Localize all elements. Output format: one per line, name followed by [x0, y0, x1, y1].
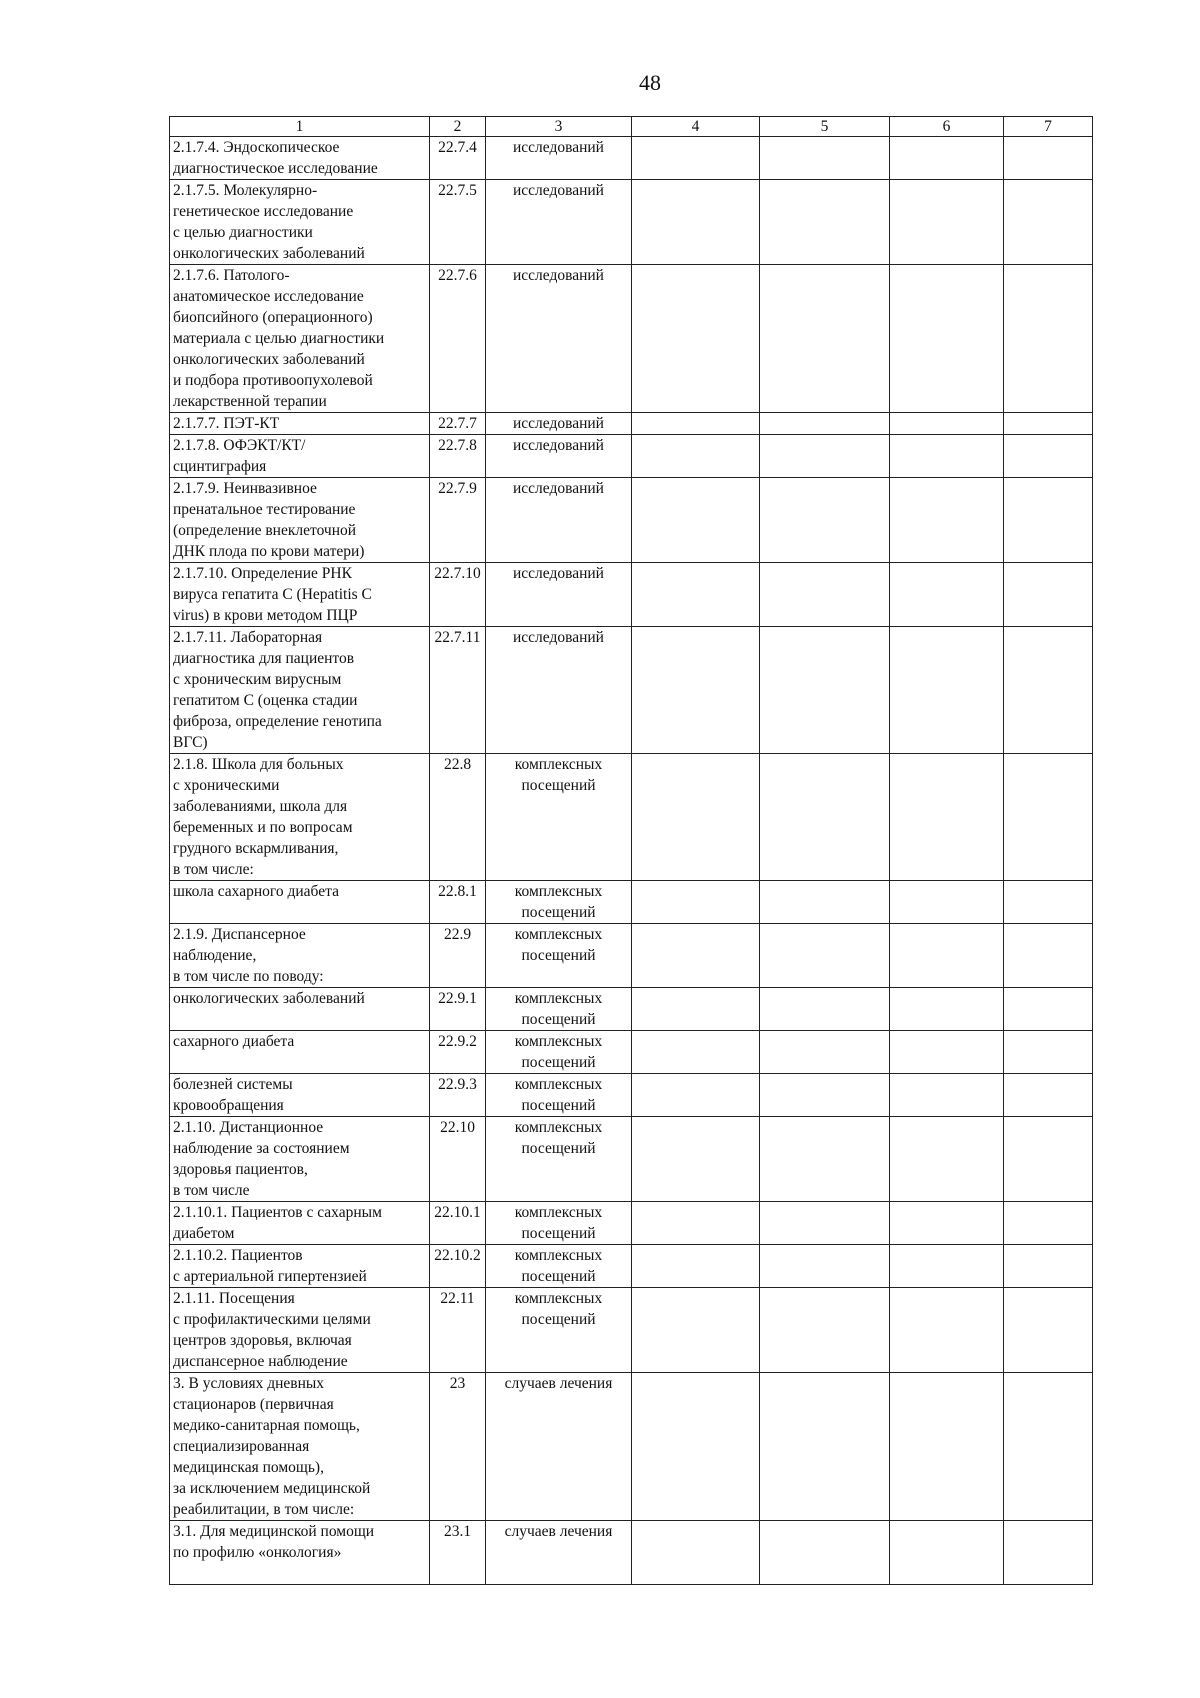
cell-col-6 [890, 265, 1004, 413]
table-row [170, 435, 1093, 478]
table-row [170, 627, 1093, 754]
cell-col-4 [632, 1031, 760, 1074]
cell-indicator-name: 2.1.10.2. Пациентов с артериальной гипертензией [170, 1245, 430, 1288]
cell-indicator-name: 2.1.7.6. Патолого- анатомическое исследование биопсийного (операционного) материала с целью диагностики онкологических заболеваний и подбора противоопухолевой лекарственной терапии [170, 265, 430, 413]
cell-col-7 [1004, 1245, 1093, 1288]
cell-col-4 [632, 180, 760, 265]
table-row [170, 1074, 1093, 1117]
table-row [170, 1031, 1093, 1074]
cell-col-4 [632, 478, 760, 563]
column-header: 4 [632, 117, 760, 137]
cell-col-4 [632, 435, 760, 478]
cell-col-5 [760, 627, 890, 754]
cell-unit: комплексных посещений [486, 1245, 632, 1288]
cell-col-5 [760, 435, 890, 478]
page-number: 48 [639, 70, 661, 95]
cell-col-5 [760, 988, 890, 1031]
table-row [170, 881, 1093, 924]
cell-col-4 [632, 881, 760, 924]
cell-col-6 [890, 413, 1004, 435]
cell-col-6 [890, 627, 1004, 754]
column-header: 7 [1004, 117, 1093, 137]
table-row [170, 988, 1093, 1031]
cell-indicator-name: 2.1.10. Дистанционное наблюдение за состоянием здоровья пациентов, в том числе [170, 1117, 430, 1202]
cell-unit: комплексных посещений [486, 1031, 632, 1074]
cell-col-6 [890, 1288, 1004, 1373]
cell-col-6 [890, 1074, 1004, 1117]
cell-unit: исследований [486, 627, 632, 754]
cell-indicator-name: 2.1.7.8. ОФЭКТ/КТ/ сцинтиграфия [170, 435, 430, 478]
cell-row-code: 22.7.8 [430, 435, 486, 478]
cell-col-7 [1004, 435, 1093, 478]
cell-indicator-name: 2.1.10.1. Пациентов с сахарным диабетом [170, 1202, 430, 1245]
column-header: 3 [486, 117, 632, 137]
cell-indicator-name: 2.1.7.7. ПЭТ-КТ [170, 413, 430, 435]
table-row [170, 1245, 1093, 1288]
cell-col-4 [632, 563, 760, 627]
cell-row-code: 22.9 [430, 924, 486, 988]
cell-row-code: 22.7.5 [430, 180, 486, 265]
table-row [170, 924, 1093, 988]
table-row [170, 563, 1093, 627]
cell-col-7 [1004, 1031, 1093, 1074]
cell-indicator-name: болезней системы кровообращения [170, 1074, 430, 1117]
cell-col-4 [632, 1074, 760, 1117]
cell-col-4 [632, 1202, 760, 1245]
cell-row-code: 22.10.1 [430, 1202, 486, 1245]
cell-row-code: 22.9.1 [430, 988, 486, 1031]
cell-col-6 [890, 754, 1004, 881]
table-header-row [170, 117, 1093, 137]
cell-row-code: 22.7.6 [430, 265, 486, 413]
cell-col-6 [890, 1373, 1004, 1521]
cell-row-code: 22.10 [430, 1117, 486, 1202]
table-row [170, 1117, 1093, 1202]
cell-row-code: 22.7.9 [430, 478, 486, 563]
cell-unit: комплексных посещений [486, 924, 632, 988]
cell-row-code: 22.10.2 [430, 1245, 486, 1288]
cell-col-6 [890, 478, 1004, 563]
cell-row-code: 22.7.10 [430, 563, 486, 627]
cell-col-7 [1004, 754, 1093, 881]
cell-col-6 [890, 1031, 1004, 1074]
table-row [170, 754, 1093, 881]
column-header: 6 [890, 117, 1004, 137]
cell-unit: исследований [486, 478, 632, 563]
data-table [169, 116, 1093, 1585]
cell-col-5 [760, 413, 890, 435]
cell-unit: случаев лечения [486, 1373, 632, 1521]
cell-col-7 [1004, 924, 1093, 988]
cell-col-7 [1004, 627, 1093, 754]
cell-unit: исследований [486, 265, 632, 413]
cell-indicator-name: сахарного диабета [170, 1031, 430, 1074]
cell-col-7 [1004, 413, 1093, 435]
cell-col-4 [632, 413, 760, 435]
cell-row-code: 22.7.7 [430, 413, 486, 435]
cell-row-code: 22.9.3 [430, 1074, 486, 1117]
cell-col-5 [760, 478, 890, 563]
cell-unit: комплексных посещений [486, 754, 632, 881]
cell-col-6 [890, 137, 1004, 180]
cell-unit: исследований [486, 180, 632, 265]
cell-col-6 [890, 988, 1004, 1031]
cell-col-7 [1004, 988, 1093, 1031]
cell-col-7 [1004, 478, 1093, 563]
cell-col-5 [760, 1288, 890, 1373]
cell-col-7 [1004, 137, 1093, 180]
cell-col-7 [1004, 1074, 1093, 1117]
cell-col-4 [632, 1373, 760, 1521]
cell-col-5 [760, 1245, 890, 1288]
cell-unit: случаев лечения [486, 1521, 632, 1585]
cell-col-5 [760, 924, 890, 988]
cell-col-7 [1004, 1521, 1093, 1585]
cell-indicator-name: 2.1.7.10. Определение РНК вируса гепатита С (Hepatitis C virus) в крови методом ПЦР [170, 563, 430, 627]
cell-col-5 [760, 1373, 890, 1521]
cell-unit: комплексных посещений [486, 1202, 632, 1245]
column-header: 1 [170, 117, 430, 137]
cell-col-6 [890, 563, 1004, 627]
cell-indicator-name: 2.1.7.11. Лабораторная диагностика для пациентов с хроническим вирусным гепатитом С (оценка стадии фиброза, определение генотипа ВГС) [170, 627, 430, 754]
cell-unit: комплексных посещений [486, 1117, 632, 1202]
cell-col-7 [1004, 1202, 1093, 1245]
cell-col-6 [890, 1521, 1004, 1585]
cell-col-4 [632, 1117, 760, 1202]
cell-unit: исследований [486, 137, 632, 180]
table-row [170, 137, 1093, 180]
cell-col-6 [890, 180, 1004, 265]
cell-indicator-name: школа сахарного диабета [170, 881, 430, 924]
cell-col-5 [760, 1074, 890, 1117]
cell-col-7 [1004, 180, 1093, 265]
cell-col-5 [760, 1031, 890, 1074]
cell-row-code: 22.8.1 [430, 881, 486, 924]
cell-col-6 [890, 1117, 1004, 1202]
cell-col-6 [890, 1202, 1004, 1245]
cell-indicator-name: 2.1.7.9. Неинвазивное пренатальное тестирование (определение внеклеточной ДНК плода по крови матери) [170, 478, 430, 563]
cell-col-6 [890, 1245, 1004, 1288]
cell-col-5 [760, 137, 890, 180]
cell-col-4 [632, 754, 760, 881]
cell-row-code: 22.8 [430, 754, 486, 881]
cell-col-4 [632, 1245, 760, 1288]
cell-col-6 [890, 435, 1004, 478]
cell-indicator-name: 3.1. Для медицинской помощи по профилю «онкология» [170, 1521, 430, 1585]
cell-row-code: 22.9.2 [430, 1031, 486, 1074]
table-row [170, 265, 1093, 413]
cell-col-4 [632, 988, 760, 1031]
cell-col-7 [1004, 1288, 1093, 1373]
cell-col-6 [890, 881, 1004, 924]
cell-col-5 [760, 265, 890, 413]
cell-unit: исследований [486, 413, 632, 435]
table-row [170, 478, 1093, 563]
cell-col-4 [632, 924, 760, 988]
cell-col-7 [1004, 1117, 1093, 1202]
cell-row-code: 22.7.11 [430, 627, 486, 754]
cell-col-7 [1004, 563, 1093, 627]
cell-col-5 [760, 754, 890, 881]
cell-unit: комплексных посещений [486, 1074, 632, 1117]
cell-col-5 [760, 1202, 890, 1245]
cell-col-7 [1004, 881, 1093, 924]
column-header: 5 [760, 117, 890, 137]
table-row [170, 180, 1093, 265]
cell-col-5 [760, 1521, 890, 1585]
cell-col-5 [760, 1117, 890, 1202]
cell-col-4 [632, 137, 760, 180]
cell-col-5 [760, 180, 890, 265]
cell-row-code: 23 [430, 1373, 486, 1521]
column-header: 2 [430, 117, 486, 137]
cell-row-code: 23.1 [430, 1521, 486, 1585]
cell-unit: исследований [486, 563, 632, 627]
cell-row-code: 22.11 [430, 1288, 486, 1373]
cell-indicator-name: 2.1.11. Посещения с профилактическими целями центров здоровья, включая диспансерное наблюдение [170, 1288, 430, 1373]
table-row [170, 1521, 1093, 1585]
cell-row-code: 22.7.4 [430, 137, 486, 180]
cell-col-5 [760, 563, 890, 627]
cell-indicator-name: 2.1.7.5. Молекулярно- генетическое исследование с целью диагностики онкологических заболеваний [170, 180, 430, 265]
table-row [170, 413, 1093, 435]
cell-col-6 [890, 924, 1004, 988]
cell-col-5 [760, 881, 890, 924]
cell-col-4 [632, 1288, 760, 1373]
cell-unit: комплексных посещений [486, 988, 632, 1031]
table-row [170, 1202, 1093, 1245]
cell-indicator-name: 3. В условиях дневных стационаров (первичная медико-санитарная помощь, специализированная медицинская помощь), за исключением медицинской реабилитации, в том числе: [170, 1373, 430, 1521]
cell-indicator-name: 2.1.8. Школа для больных с хроническими заболеваниями, школа для беременных и по вопросам грудного вскармливания, в том числе: [170, 754, 430, 881]
cell-col-4 [632, 627, 760, 754]
table-row [170, 1288, 1093, 1373]
cell-indicator-name: 2.1.9. Диспансерное наблюдение, в том числе по поводу: [170, 924, 430, 988]
cell-indicator-name: онкологических заболеваний [170, 988, 430, 1031]
cell-unit: исследований [486, 435, 632, 478]
cell-unit: комплексных посещений [486, 881, 632, 924]
cell-indicator-name: 2.1.7.4. Эндоскопическое диагностическое исследование [170, 137, 430, 180]
cell-unit: комплексных посещений [486, 1288, 632, 1373]
cell-col-7 [1004, 265, 1093, 413]
cell-col-7 [1004, 1373, 1093, 1521]
cell-col-4 [632, 265, 760, 413]
cell-col-4 [632, 1521, 760, 1585]
table-row [170, 1373, 1093, 1521]
